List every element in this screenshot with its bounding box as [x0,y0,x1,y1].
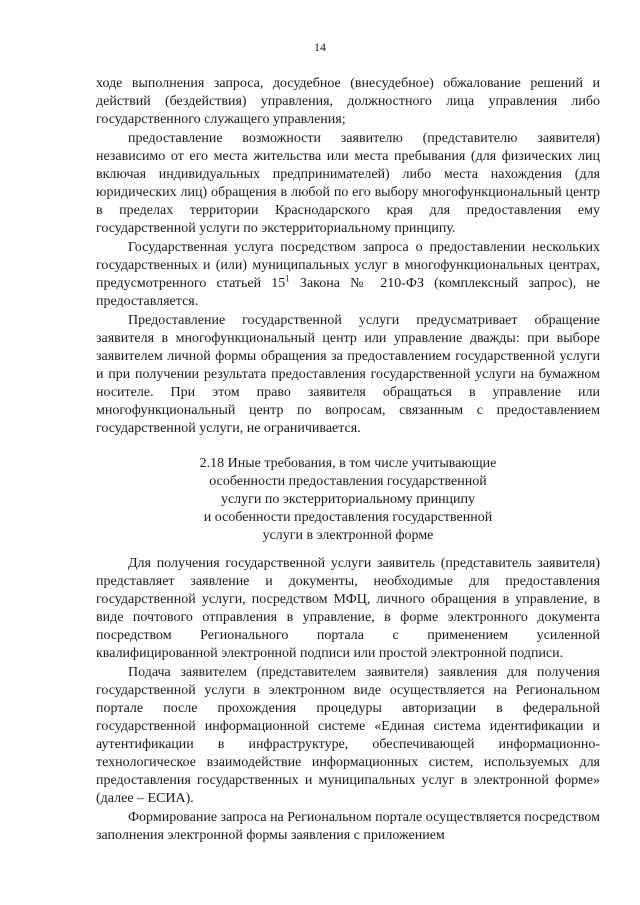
paragraph-complex-request [96,239,600,311]
page-number: 14 [314,40,326,54]
paragraph-appeal-continuation: ходе выполнения запроса, досудебное (внесудебное) обжалование решений и действий (бездействия) управления, должностного лица управления либо государственного служащего управления; [96,76,600,127]
complex-request-text-end: Закона № 210-ФЗ (комплексный запрос), не предоставляется. [96,276,600,309]
heading-line: 2.18 Иные требования, в том числе учитывающие [199,456,497,471]
complex-request-text: Государственная услуга посредством запроса о предоставлении нескольких государственных и (или) муниципальных услуг в многофункциональных центрах, предусмотренного статьей 15 [96,240,600,291]
heading-line: услуги по экстерриториальному принципу [220,492,476,507]
article-superscript: 1 [285,273,290,284]
paragraph-extraterritorial: предоставление возможности заявителю (представителю заявителя) независимо от его места жительства или места пребывания (для физических лиц включая индивидуальных предпринимателей) либо места нахождения (для юридических лиц) обращения в любой по его выбору многофункциональный центр в пределах территории Краснодарского края для предоставления ему государственной услуги по экстерриториальному принципу. [96,131,600,236]
paragraph-double-visit: Предоставление государственной услуги предусматривает обращение заявителя в многофункциональный центр или управление дважды: при выборе заявителем личной формы обращения за предоставлением государственной услуги и при получении результата предоставления государственной услуги на бумажном носителе. При этом право заявителя обращаться в управление или многофункциональный центр по вопросам, связанным с предоставлением государственной услуги, не ограничивается. [96,313,600,436]
paragraph-submission-methods: Для получения государственной услуги заявитель (представитель заявителя) представляет заявление и документы, необходимые для предоставления государственной услуги, посредством МФЦ, личного обращения в управление, в виде почтового отправления в управление, в форме электронного документа посредством Регионального портала с применением усиленной квалифицированной электронной подписи или простой электронной подписи. [96,556,600,661]
heading-line: услуги в электронной форме [262,528,434,543]
paragraph-request-forming: Формирование запроса на Региональном портале осуществляется посредством заполнения электронной формы заявления с приложением [96,810,600,843]
section-heading [96,455,600,545]
heading-line: и особенности предоставления государственной [203,510,493,525]
text-block-top [96,75,600,438]
text-block-bottom [96,555,600,845]
paragraph-electronic-submission: Подача заявителем (представителем заявителя) заявления для получения государственной услуги в электронном виде осуществляется на Региональном портале после прохождения процедуры авторизации в федеральной государственной информационной системе «Единая система идентификации и аутентификации в инфраструктуре, обеспечивающей информационно-технологическое взаимодействие информационных систем, используемых для предоставления государственных и муниципальных услуг в электронной форме» (далее – ЕСИА). [96,665,600,806]
heading-line: особенности предоставления государственной [209,474,487,489]
